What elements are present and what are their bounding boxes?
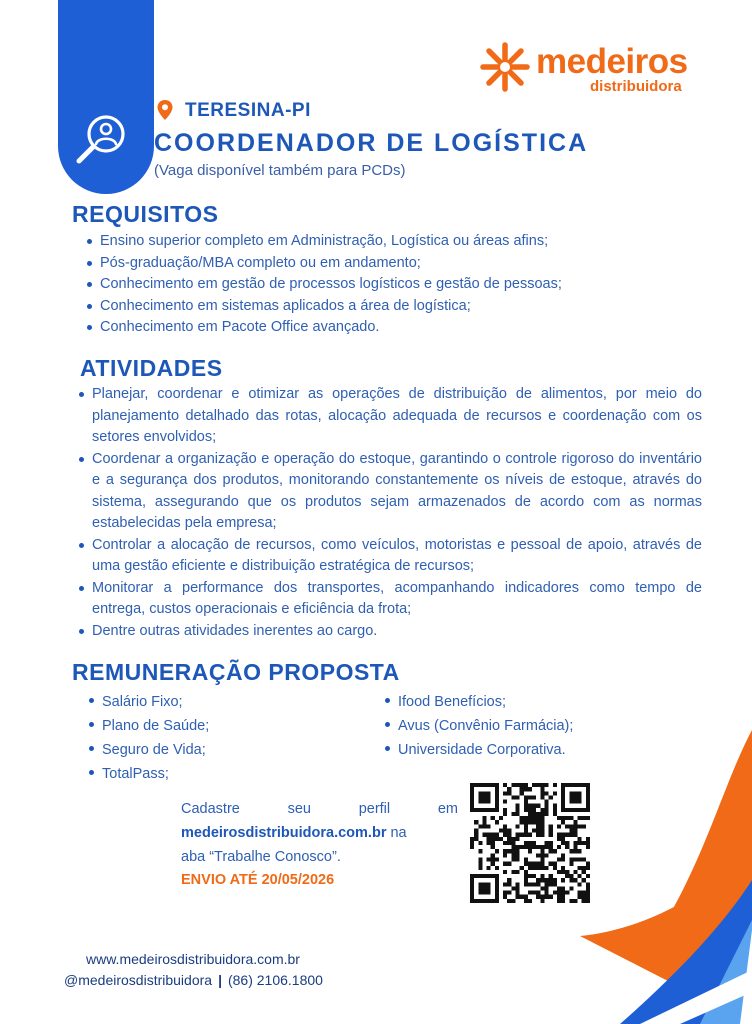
requirement-item: Conhecimento em Pacote Office avançado. [84, 317, 684, 339]
job-title: COORDENADOR DE LOGÍSTICA [154, 129, 589, 157]
benefit-item: TotalPass; [86, 762, 346, 786]
search-user-icon [72, 110, 132, 170]
decorative-burst-graphic [580, 730, 752, 1024]
activity-item: Monitorar a performance dos transportes, acompanhando indicadores como tempo de entrega, custos operacionais e eficiência da frota; [76, 578, 702, 621]
requirement-item: Conhecimento em gestão de processos logísticos e gestão de pessoas; [84, 274, 684, 296]
careers-site-link[interactable]: medeirosdistribuidora.com.br [181, 825, 387, 841]
benefits-list-left [86, 690, 346, 786]
brand-logo [480, 42, 700, 98]
benefit-item: Universidade Corporativa. [382, 738, 642, 762]
footer-separator: | [218, 972, 222, 988]
cta-line-3: aba “Trabalhe Conosco”. [181, 849, 341, 865]
requirement-item: Pós-graduação/MBA completo ou em andamento; [84, 253, 684, 275]
requirement-item: Ensino superior completo em Administração, Logística ou áreas afins; [84, 231, 684, 253]
cta-line-2 [181, 821, 458, 845]
benefit-item: Avus (Convênio Farmácia); [382, 714, 642, 738]
benefit-item: Plano de Saúde; [86, 714, 346, 738]
activities-list [76, 384, 702, 642]
application-instructions [181, 797, 458, 869]
brand-name: medeiros [536, 42, 688, 81]
map-pin-icon [156, 99, 174, 121]
cta-line-1: Cadastre seu perfil em [181, 801, 458, 817]
activities-heading: ATIVIDADES [80, 355, 223, 381]
pcd-note: (Vaga disponível também para PCDs) [154, 162, 406, 179]
brand-star-icon [480, 42, 530, 92]
qr-code-icon[interactable] [470, 783, 590, 903]
activity-item: Coordenar a organização e operação do estoque, garantindo o controle rigoroso do inventário e a segurança dos produtos, monitorando constantemente os níveis de estoque, através do sistema, assegurando que os produtos sejam armazenados de acordo com as normas estabelecidas pela empresa; [76, 449, 702, 535]
activity-item: Planejar, coordenar e otimizar as operações de distribuição de alimentos, por meio do planejamento detalhado das rotas, alocação adequada de recursos e coordenação com os setores envolvidos; [76, 384, 702, 449]
compensation-heading: REMUNERAÇÃO PROPOSTA [72, 659, 400, 685]
brand-subtitle: distribuidora [590, 78, 682, 95]
footer-contact [64, 971, 323, 989]
requirements-heading: REQUISITOS [72, 201, 219, 227]
activity-item: Controlar a alocação de recursos, como veículos, motoristas e pessoal de apoio, através de uma gestão eficiente e distribuição estratégica de recursos; [76, 535, 702, 578]
benefit-item: Salário Fixo; [86, 690, 346, 714]
social-handle[interactable]: @medeirosdistribuidora [64, 972, 213, 988]
job-location: TERESINA-PI [185, 100, 311, 121]
footer-website[interactable]: www.medeirosdistribuidora.com.br [86, 951, 300, 967]
cta-after-site: na [386, 825, 407, 841]
requirements-list [84, 231, 684, 339]
requirement-item: Conhecimento em sistemas aplicados a área de logística; [84, 296, 684, 318]
activity-item: Dentre outras atividades inerentes ao cargo. [76, 621, 702, 643]
application-deadline: ENVIO ATÉ 20/05/2026 [181, 872, 335, 888]
benefit-item: Ifood Benefícios; [382, 690, 642, 714]
benefit-item: Seguro de Vida; [86, 738, 346, 762]
phone-number: (86) 2106.1800 [227, 972, 323, 988]
